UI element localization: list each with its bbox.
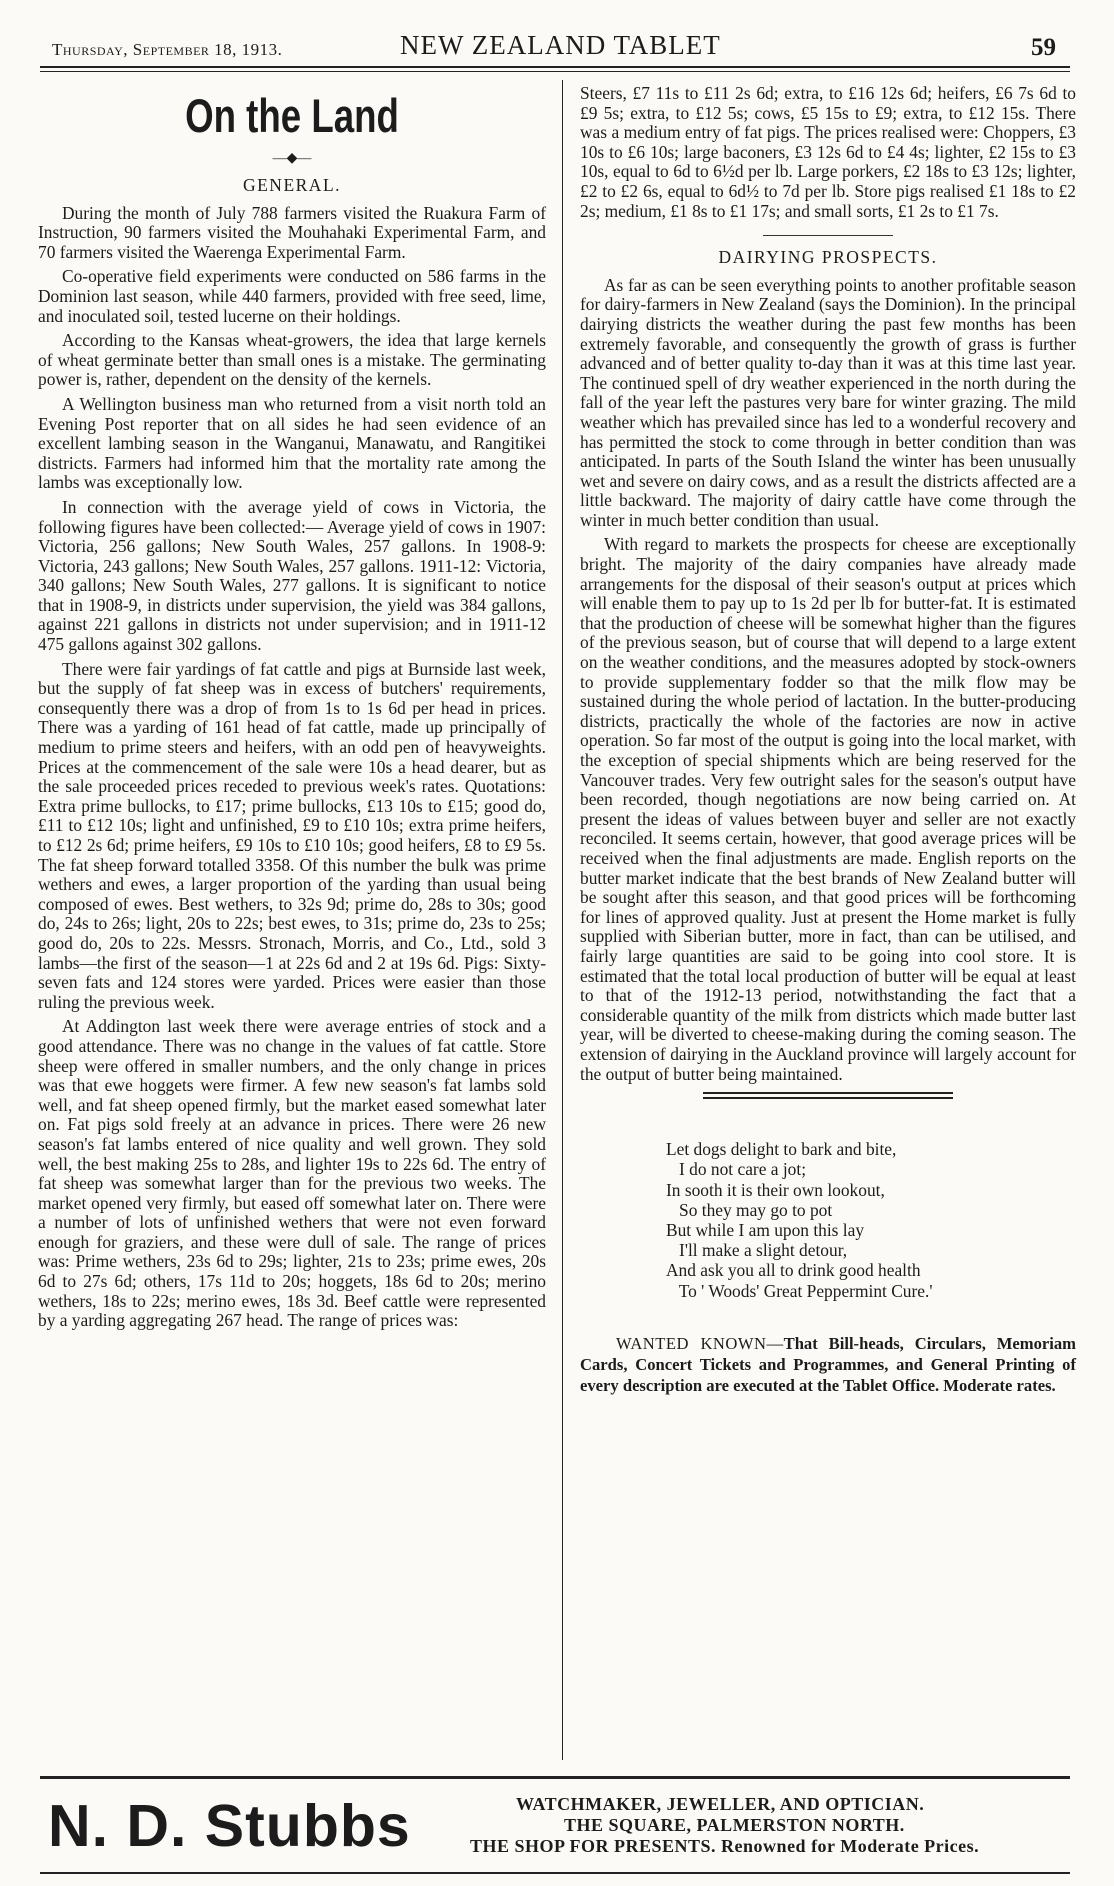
advert-rule — [40, 1776, 1070, 1779]
section-rule — [763, 235, 893, 236]
header-rule-thin — [40, 71, 1070, 72]
poem — [666, 1139, 1076, 1301]
advert-line: WATCHMAKER, JEWELLER, AND OPTICIAN. — [516, 1794, 925, 1814]
wanted-body: That Bill-heads, Circulars, Memoriam Cards, Concert Tickets and Programmes, and General Printing of every description are executed at the Tablet Office. Moderate rates. — [580, 1333, 1076, 1395]
column-title: On the Land — [185, 89, 399, 142]
page-number: 59 — [1031, 34, 1056, 61]
paragraph: There were fair yardings of fat cattle and pigs at Burnside last week, but the supply of fat sheep was in excess of butchers' requirements, consequently there was a drop of from 1s to 1s 6d per head in prices. There was a yarding of 161 head of fat cattle, made up principally of medium to prime steers and heifers, with an odd pen of heavyweights. Prices at the commencement of the sale were 10s a head dearer, but as the sale proceeded prices receded to previous week's rates. Quotations: Extra prime bullocks, to £17; prime bullocks, £13 10s to £15; good do, £11 to £12 10s; light and unfinished, £9 to £10 10s; extra prime heifers, to £12 2s 6d; prime heifers, £9 10s to £10 10s; good heifers, £8 to £9 5s. The fat sheep forward totalled 3358. Of this number the bulk was prime wethers and ewes, a larger proportion of the yarding than usual being composed of ewes. Best wethers, to 32s 9d; prime do, 28s to 30s; good do, 24s to 26s; light, 20s to 22s; best ewes, to 31s; prime do, 23s to 25s; good do, 20s to 22s. Messrs. Stronach, Morris, and Co., Ltd., sold 3 lambs—the first of the season—1 at 22s 6d and 2 at 19s 6d. Pigs: Sixty-seven fats and 124 stores were yarded. Prices were easier than those ruling the previous week. — [38, 658, 546, 1012]
poem-line: So they may go to pot — [666, 1199, 833, 1220]
section-heading-dairying: DAIRYING PROSPECTS. — [718, 247, 938, 268]
poem-line: I'll make a slight detour, — [666, 1240, 848, 1261]
header-rule — [40, 66, 1070, 68]
poem-line: But while I am upon this lay — [666, 1219, 865, 1240]
poem-line: And ask you all to drink good health — [666, 1260, 921, 1281]
title-ornament: —◆— — [272, 151, 312, 166]
poem-line: To ' Woods' Great Peppermint Cure.' — [666, 1280, 933, 1301]
paragraph: Co-operative field experiments were conducted on 586 farms in the Dominion last season, while 440 farmers, provided with free seed, lime, and inoculated soil, tested lucerne on their holdings. — [38, 266, 546, 326]
continued-paragraph: Steers, £7 11s to £11 2s 6d; extra, to £16 12s 6d; heifers, £6 7s 6d to £9 5s; extra, to £12 5s; cows, £5 15s to £9; extra, to £12 15s. There was a medium entry of fat pigs. The prices realised were: Choppers, £3 10s to £6 10s; large baconers, £3 12s 6d to £4 4s; lighter, £2 15s to £3 10s, equal to 6d to 6½d per lb. Large porkers, £2 18s to £3 12s; lighter, £2 to £2 6s, equal to 6d½ to 7d per lb. Store pigs realised £1 18s to £2 2s; medium, £1 8s to £1 17s; and small sorts, £1 2s to £1 7s. — [580, 83, 1076, 221]
advert-name: N. D. Stubbs — [48, 1793, 411, 1859]
paragraph: As far as can be seen everything points to another profitable season for dairy-farmers in New Zealand (says the Dominion). In the principal dairying districts the weather during the past few months has been extremely favorable, and consequently the growth of grass is further advanced and of better quality to-day than it was at this time last year. The continued spell of dry weather experienced in the north during the fall of the year left the pastures very bare for winter grazing. The mild weather which has prevailed since has led to a wonderful recovery and has permitted the stock to come through in better condition than was anticipated. In parts of the South Island the winter has been unusually wet and severe on dairy cows, and as a result the districts affected are a little backward. The majority of dairy cattle have come through the winter in much better condition than usual. — [580, 274, 1076, 530]
advert-details — [470, 1794, 1070, 1857]
bottom-rule — [40, 1872, 1070, 1874]
right-column — [580, 84, 1076, 1396]
paragraph: During the month of July 788 farmers visited the Ruakura Farm of Instruction, 90 farmers visited the Mouhahaki Experimental Farm, and 70 farmers visited the Waerenga Experimental Farm. — [38, 202, 546, 262]
newspaper-title: NEW ZEALAND TABLET — [400, 30, 721, 60]
wanted-notice — [580, 1333, 1076, 1396]
paragraph: With regard to markets the prospects for cheese are exceptionally bright. The majority of the dairy companies have already made arrangements for the disposal of their season's output at prices which will enable them to pay up to 1s 2d per lb for butter-fat. It is estimated that the production of cheese will be somewhat higher than the figures of the previous season, but of course that will depend to a large extent on the weather conditions, and the measures adopted by stock-owners to provide supplementary fodder so that the milk flow may be sustained during the whole period of lactation. In the butter-producing districts, practically the whole of the factories are now in active operation. So far most of the output is going into the local market, with the exception of special shipments which are being reserved for the Vancouver trades. Very few outright sales for the season's output have been recorded, though negotiations are now being carried on. At present the ideas of values between buyer and seller are not exactly reconciled. It seems certain, however, that good average prices will be received when the final adjustments are made. English reports on the butter market indicate that the best brands of New Zealand butter will be sought after this season, and that good prices will be forthcoming for lines of approved quality. Just at present the Home market is fully supplied with Siberian butter, more in fact, than can be utilised, and fairly large quantities are said to be going into cool store. It is estimated that the total local production of butter will be equal at least to that of the 1912-13 period, notwithstanding the fact that a considerable quantity of the milk from districts which made butter last year, will be diverted to cheese-making during the coming season. The extension of dairying in the Auckland province will largely account for the output of butter being maintained. — [580, 534, 1076, 1084]
double-rule — [703, 1092, 953, 1099]
column-divider — [562, 80, 563, 1760]
section-heading-general: GENERAL. — [242, 175, 342, 195]
advert-line: THE SHOP FOR PRESENTS. Renowned for Moderate Prices. — [470, 1836, 980, 1856]
poem-line: Let dogs delight to bark and bite, — [666, 1139, 897, 1160]
paragraph: According to the Kansas wheat-growers, the idea that large kernels of wheat germinate better than small ones is a mistake. The germinating power is, rather, dependent on the density of the kernels. — [38, 330, 546, 390]
paragraph: At Addington last week there were average entries of stock and a good attendance. There was no change in the values of fat cattle. Store sheep were offered in smaller numbers, and the only change in prices was that ewe hoggets were firmer. A few new season's fat lambs sold well, and fat sheep opened firmly, but the market eased somewhat later on. Fat pigs sold freely at an advance in prices. There were 26 new season's fat lambs entered of nice quality and well grown. They sold well, the best making 25s to 28s, and lighter 19s to 22s 6d. The entry of fat sheep was somewhat larger than for the previous two weeks. The market opened very firmly, but eased off somewhat later on. There were a number of lots of unfinished wethers that were not even forward enough for graziers, and these were dull of sale. The range of prices was: Prime wethers, 23s 6d to 29s; lighter, 21s to 23s; prime ewes, 20s 6d to 27s 6d; others, 17s 11d to 20s; hoggets, 18s 6d to 20s; merino wethers, 18s to 22s; merino ewes, 18s 3d. Beef cattle were represented by a yarding aggregating 267 head. The range of prices was: — [38, 1016, 546, 1331]
advertisement — [40, 1788, 1070, 1868]
page-header — [40, 28, 1070, 64]
poem-line: In sooth it is their own lookout, — [666, 1179, 885, 1200]
paragraph: In connection with the average yield of cows in Victoria, the following figures have been collected:— Average yield of cows in 1907: Victoria, 256 gallons; New South Wales, 257 gallons. In 1908-9: Victoria, 243 gallons; New South Wales, 257 gallons. 1911-12: Victoria, 340 gallons; New South Wales, 277 gallons. It is significant to notice that in 1908-9, in districts under supervision, the yield was 384 gallons, against 221 gallons in districts not under supervision; and in 1911-12 475 gallons against 302 gallons. — [38, 496, 546, 655]
left-column — [38, 84, 546, 1336]
wanted-heading: WANTED KNOWN— — [616, 1333, 784, 1353]
paragraph: A Wellington business man who returned from a visit north told an Evening Post reporter that on all sides he had seen evidence of an excellent lambing season in the Wanganui, Manawatu, and Rangitikei districts. Farmers had informed him that the mortality rate among the lambs was exceptionally low. — [38, 393, 546, 493]
advert-line: THE SQUARE, PALMERSTON NORTH. — [564, 1815, 905, 1835]
poem-line: I do not care a jot; — [666, 1159, 807, 1180]
header-date: Thursday, September 18, 1913. — [52, 40, 283, 59]
